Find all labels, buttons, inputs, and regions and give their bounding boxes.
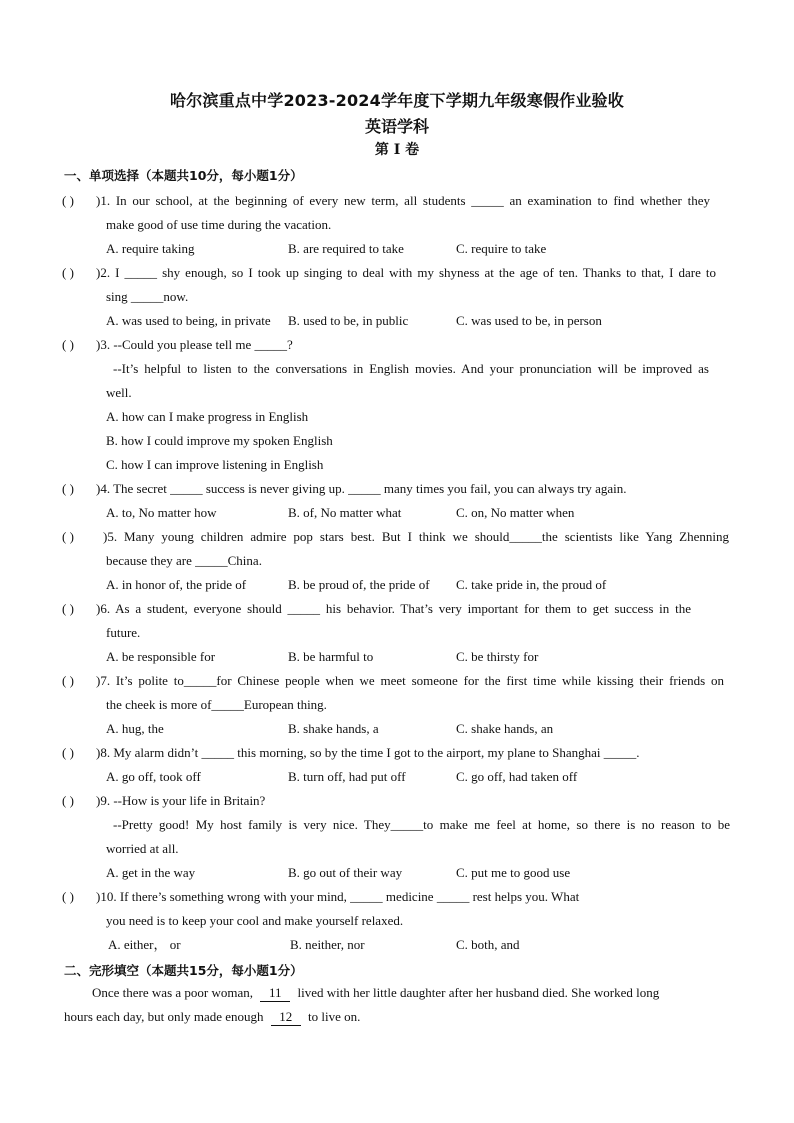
q8-stem-line1: )8. My alarm didn’t _____ this morning, so by the time I got to the airport, my plane to Shanghai _____. [96,745,640,760]
q8-option-a: A. go off, took off [106,769,201,784]
answer-paren-q6: ( ) [62,601,74,616]
q2-option-b: B. used to be, in public [288,313,409,328]
q10-stem-line1: )10. If there’s something wrong with your mind, _____ medicine _____ rest helps you. What [96,889,580,904]
q1-option-b: B. are required to take [288,241,404,256]
subject-title: 英语学科 [364,117,429,136]
q6-option-c: C. be thirsty for [456,649,539,664]
q9-option-a: A. get in the way [106,865,196,880]
q8-option-c: C. go off, had taken off [456,769,578,784]
answer-paren-q10: ( ) [62,889,74,904]
q7-stem-line1: )7. It’s polite to_____for Chinese people when we meet someone for the first time while kissing their friends on [96,673,724,688]
q7-stem-line2: the cheek is more of_____European thing. [106,697,327,712]
q5-option-b: B. be proud of, the pride of [288,577,430,592]
q4-option-a: A. to, No matter how [106,505,217,520]
answer-paren-q2: ( ) [62,265,74,280]
q3-stem-line2: --It’s helpful to listen to the conversations in English movies. And your pronunciation will be improved as [113,361,709,376]
q6-stem-line2: future. [106,625,141,640]
q2-option-c: C. was used to be, in person [456,313,602,328]
q5-stem-line2: because they are _____China. [106,553,262,568]
q7-option-a: A. hug, the [106,721,164,736]
q5-option-c: C. take pride in, the proud of [456,577,607,592]
q3-option-a: A. how can I make progress in English [106,409,309,424]
q10-option-c: C. both, and [456,937,520,952]
answer-paren-q4: ( ) [62,481,74,496]
q9-stem-line1: )9. --How is your life in Britain? [96,793,266,808]
q3-option-c: C. how I can improve listening in English [106,457,324,472]
q4-option-b: B. of, No matter what [288,505,402,520]
q3-option-b: B. how I could improve my spoken English [106,433,333,448]
q9-stem-line3: worried at all. [106,841,179,856]
q10-option-b: B. neither, nor [290,937,365,952]
q1-option-c: C. require to take [456,241,547,256]
answer-paren-q7: ( ) [62,673,74,688]
q4-option-c: C. on, No matter when [456,505,575,520]
cloze-text-part4: to live on. [308,1009,361,1024]
q6-option-b: B. be harmful to [288,649,374,664]
q10-stem-line2: you need is to keep your cool and make yourself relaxed. [106,913,404,928]
q10-option-a: A. either， or [108,937,181,952]
q9-option-b: B. go out of their way [288,865,403,880]
answer-paren-q9: ( ) [62,793,74,808]
cloze-text-part1: Once there was a poor woman, [92,985,253,1000]
q5-option-a: A. in honor of, the pride of [106,577,247,592]
cloze-blank-11: 11 [260,985,290,1002]
q1-stem-line1: )1. In our school, at the beginning of every new term, all students _____ an examination to find whether they [96,193,710,208]
q6-stem-line1: )6. As a student, everyone should _____ his behavior. That’s very important for them to get success in the [96,601,691,616]
exam-title: 哈尔滨重点中学2023-2024学年度下学期九年级寒假作业验收 [170,91,624,110]
q7-option-b: B. shake hands, a [288,721,379,736]
cloze-paragraph-line1 [92,985,659,1002]
q3-stem-line3: well. [106,385,132,400]
cloze-blank-12: 12 [271,1009,301,1026]
q5-stem-line1: )5. Many young children admire pop stars best. But I think we should_____the scientists like Yang Zhenning [103,529,729,544]
q9-stem-line2: --Pretty good! My host family is very nice. They_____to make me feel at home, so there is no reason to be [113,817,730,832]
q8-option-b: B. turn off, had put off [288,769,406,784]
q2-option-a: A. was used to being, in private [106,313,271,328]
volume-title: 第 I 卷 [374,142,420,158]
section-heading-single-choice: 一、单项选择（本题共10分，每小题1分） [64,168,303,183]
q2-stem-line2: sing _____now. [106,289,189,304]
q1-stem-line2: make good of use time during the vacation. [106,217,332,232]
q9-option-c: C. put me to good use [456,865,571,880]
section-heading-cloze: 二、完形填空（本题共15分，每小题1分） [64,963,303,978]
answer-paren-q8: ( ) [62,745,74,760]
q1-option-a: A. require taking [106,241,195,256]
q6-option-a: A. be responsible for [106,649,216,664]
cloze-text-part2: lived with her little daughter after her husband died. She worked long [297,985,660,1000]
q3-stem-line1: )3. --Could you please tell me _____? [96,337,293,352]
q4-stem-line1: )4. The secret _____ success is never giving up. _____ many times you fail, you can always try again. [96,481,627,496]
cloze-text-part3: hours each day, but only made enough [64,1009,264,1024]
answer-paren-q3: ( ) [62,337,74,352]
answer-paren-q5: ( ) [62,529,74,544]
q2-stem-line1: )2. I _____ shy enough, so I took up singing to deal with my shyness at the age of ten. Thanks to that, I dare to [96,265,716,280]
answer-paren-q1: ( ) [62,193,74,208]
cloze-paragraph-line2 [64,1009,360,1026]
q7-option-c: C. shake hands, an [456,721,554,736]
